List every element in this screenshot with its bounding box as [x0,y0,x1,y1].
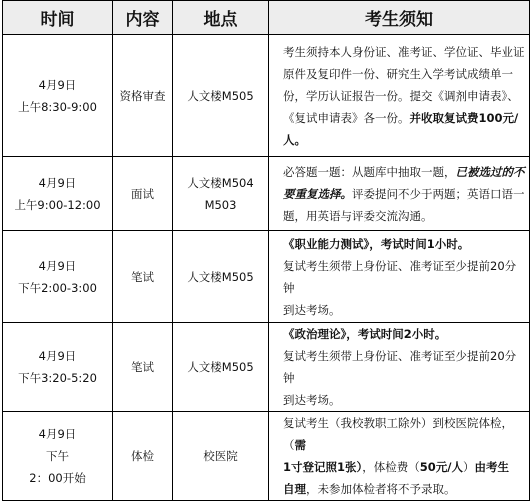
header-notes: 考生须知 [269,1,530,35]
notes-segment: 题，用英语与评委交流沟通。 [283,208,433,223]
notes-segment: 考生须持本人身份证、准考证、学位证、毕业证 [283,44,525,59]
place-line: 人文楼M504 [187,175,254,190]
time-line: 上午9:00-12:00 [14,197,101,212]
notes-line [283,299,525,321]
time-cell [3,323,113,412]
content-cell: 面试 [113,157,173,231]
notes-segment: ，未参加体检者将不予录取。 [306,482,456,496]
notes-segment: 自理 [283,482,306,496]
notes-segment: 并收取复试费100元/ [409,110,519,125]
notes-line [283,107,525,129]
notes-segment: 评委提问不少于两题；英语口语一 [352,186,525,201]
content-cell: 资格审查 [113,35,173,157]
notes-segment: 《政治理论》，考试时间2小时。 [283,327,447,341]
notes-segment: 到达考场。 [283,302,341,317]
notes-line [283,323,525,345]
notes-segment: ） [462,460,475,474]
notes-segment: 复试考生（我校教职工除外）到校医院体检，（ [283,416,513,452]
notes-segment: 《职业能力测试》，考试时间1小时。 [283,236,470,251]
time-line: 上午8:30-9:00 [18,99,97,114]
notes-cell [269,157,530,231]
notes-line [283,161,525,183]
table-row [3,412,530,501]
notes-line [283,255,525,299]
notes-segment: 必答题一题：从题库中抽取一题， [283,164,456,179]
notes-segment: 要重复选择。 [283,186,352,201]
header-row [3,1,530,35]
notes-line [283,233,525,255]
time-line: 2：00开始 [29,471,86,485]
notes-segment: 原件及复印件一份、研究生入学考试成绩单一 [283,66,513,81]
notes-segment: 已被选过的不 [455,164,525,179]
place-line: 校医院 [203,449,238,463]
notes-line [283,41,525,63]
notes-segment: 1寸登记照1张） [283,460,363,474]
notes-line [283,205,525,227]
notes-segment: 复试考生须带上身份证、准考证至少提前20分钟 [283,349,517,385]
notes-segment: 到达考场。 [283,393,341,407]
notes-cell [269,35,530,157]
header-content: 内容 [113,1,173,35]
place-line: 人文楼M505 [187,88,254,103]
time-cell [3,157,113,231]
table-row [3,35,530,157]
notes-segment: 50元/人 [419,460,463,474]
header-place: 地点 [173,1,269,35]
time-line: 4月9日 [38,349,77,363]
notes-segment: 《复试申请表》各一份。 [283,110,410,125]
time-cell [3,412,113,501]
notes-segment: 由考生 [474,460,509,474]
notes-cell [269,231,530,323]
time-cell [3,35,113,157]
place-line: 人文楼M505 [187,360,254,374]
notes-line [283,129,525,151]
place-cell [173,412,269,501]
table-row [3,323,530,412]
notes-segment: 复试考生须带上身份证、准考证至少提前20分钟 [283,258,517,295]
content-cell: 笔试 [113,323,173,412]
notes-segment: 份，学历认证报告一份。提交《调剂申请表》、 [283,88,519,103]
time-line: 下午3:20-5:20 [18,371,97,385]
time-line: 4月9日 [38,258,77,273]
notes-line [283,183,525,205]
notes-line [283,63,525,85]
content-cell: 体检 [113,412,173,501]
place-cell [173,323,269,412]
table-row [3,157,530,231]
table-row [3,231,530,323]
notes-segment: ，体检费（ [362,460,420,474]
notes-segment: 人。 [283,132,306,147]
notes-line [283,85,525,107]
place-line: 人文楼M505 [187,269,254,284]
schedule-table [2,0,530,501]
place-cell [173,231,269,323]
time-line: 下午 [46,449,69,463]
notes-segment: 需 [294,438,306,452]
place-cell [173,35,269,157]
notes-line [283,456,525,478]
time-cell [3,231,113,323]
time-line: 4月9日 [38,175,77,190]
schedule-table-container [2,0,529,501]
header-time: 时间 [3,1,113,35]
notes-cell [269,412,530,501]
notes-line [283,345,525,389]
place-line: M503 [204,197,237,212]
notes-line [283,389,525,411]
place-cell [173,157,269,231]
notes-line [283,478,525,500]
notes-cell [269,323,530,412]
time-line: 4月9日 [38,77,77,92]
notes-line [283,412,525,456]
time-line: 4月9日 [38,427,77,441]
time-line: 下午2:00-3:00 [18,280,97,295]
content-cell: 笔试 [113,231,173,323]
